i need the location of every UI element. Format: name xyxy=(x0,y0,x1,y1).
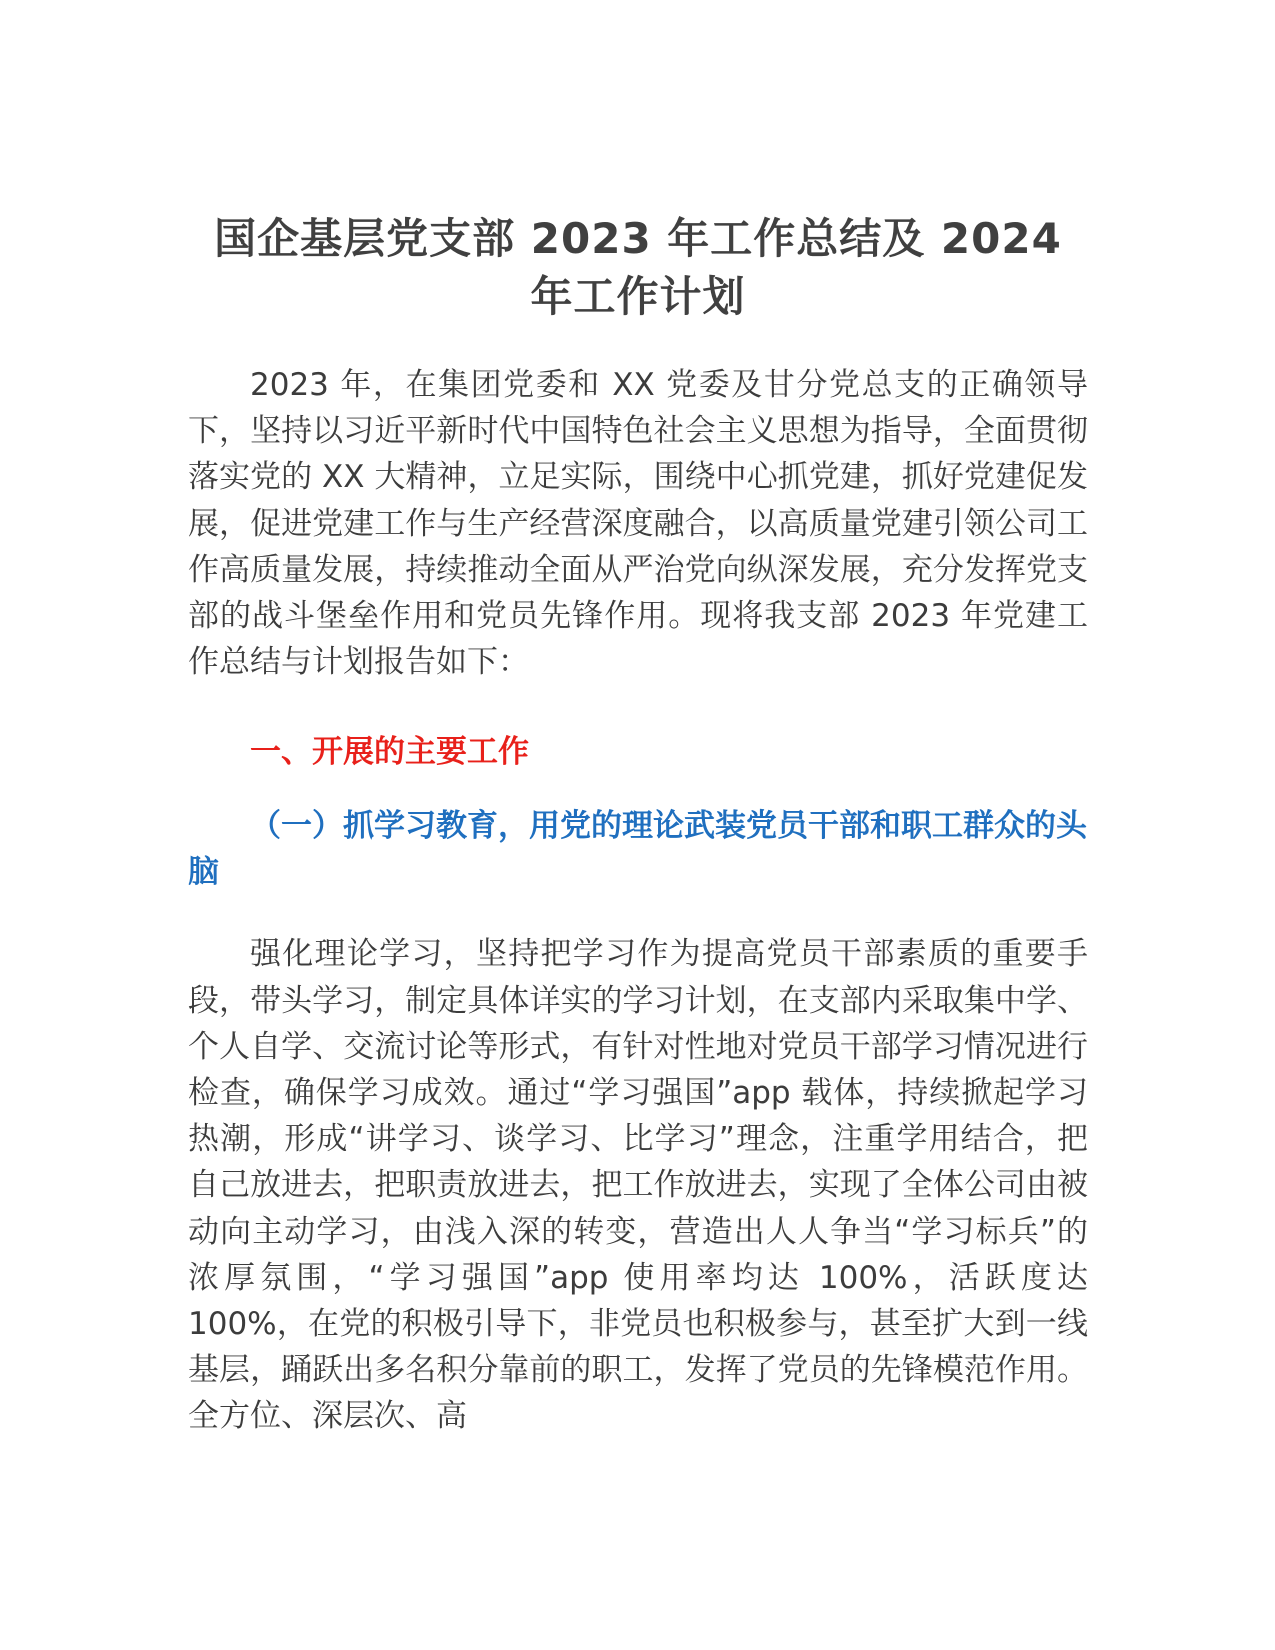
subsection-heading-study-education: （一）抓学习教育，用党的理论武装党员干部和职工群众的头脑 xyxy=(188,808,1087,891)
body-paragraph-theory-study: 强化理论学习，坚持把学习作为提高党员干部素质的重要手段，带头学习，制定具体详实的学习计划，在支部内采取集中学、个人自学、交流讨论等形式，有针对性地对党员干部学习情况进行检查，确保学习成效。通过“学习强国”app 载体，持续掀起学习热潮，形成“讲学习、谈学习、比学习”理念，注重学用结合，把自己放进去，把职责放进去，把工作放进去，实现了全体公司由被动向主动学习，由浅入深的转变，营造出人人争当“学习标兵”的浓厚氛围，“学习强国”app 使用率均达 100%，活跃度达 100%，在党的积极引导下，非党员也积极参与，甚至扩大到一线基层，踊跃出多名积分靠前的职工，发挥了党员的先锋模范作用。全方位、深层次、高 xyxy=(188,936,1088,1435)
section-heading-main-work: 一、开展的主要工作 xyxy=(250,734,529,771)
intro-paragraph: 2023 年，在集团党委和 XX 党委及甘分党总支的正确领导下，坚持以习近平新时代中国特色社会主义思想为指导，全面贯彻落实党的 XX 大精神，立足实际，围绕中心抓党建，抓好党建促发展，促进党建工作与生产经营深度融合，以高质量党建引领公司工作高质量发展，持续推动全面从严治党向纵深发展，充分发挥党支部的战斗堡垒作用和党员先锋作用。现将我支部 2023 年党建工作总结与计划报告如下： xyxy=(188,367,1088,681)
document-body xyxy=(188,210,1088,1440)
document-title: 国企基层党支部 2023 年工作总结及 2024 年工作计划 xyxy=(214,214,1062,321)
